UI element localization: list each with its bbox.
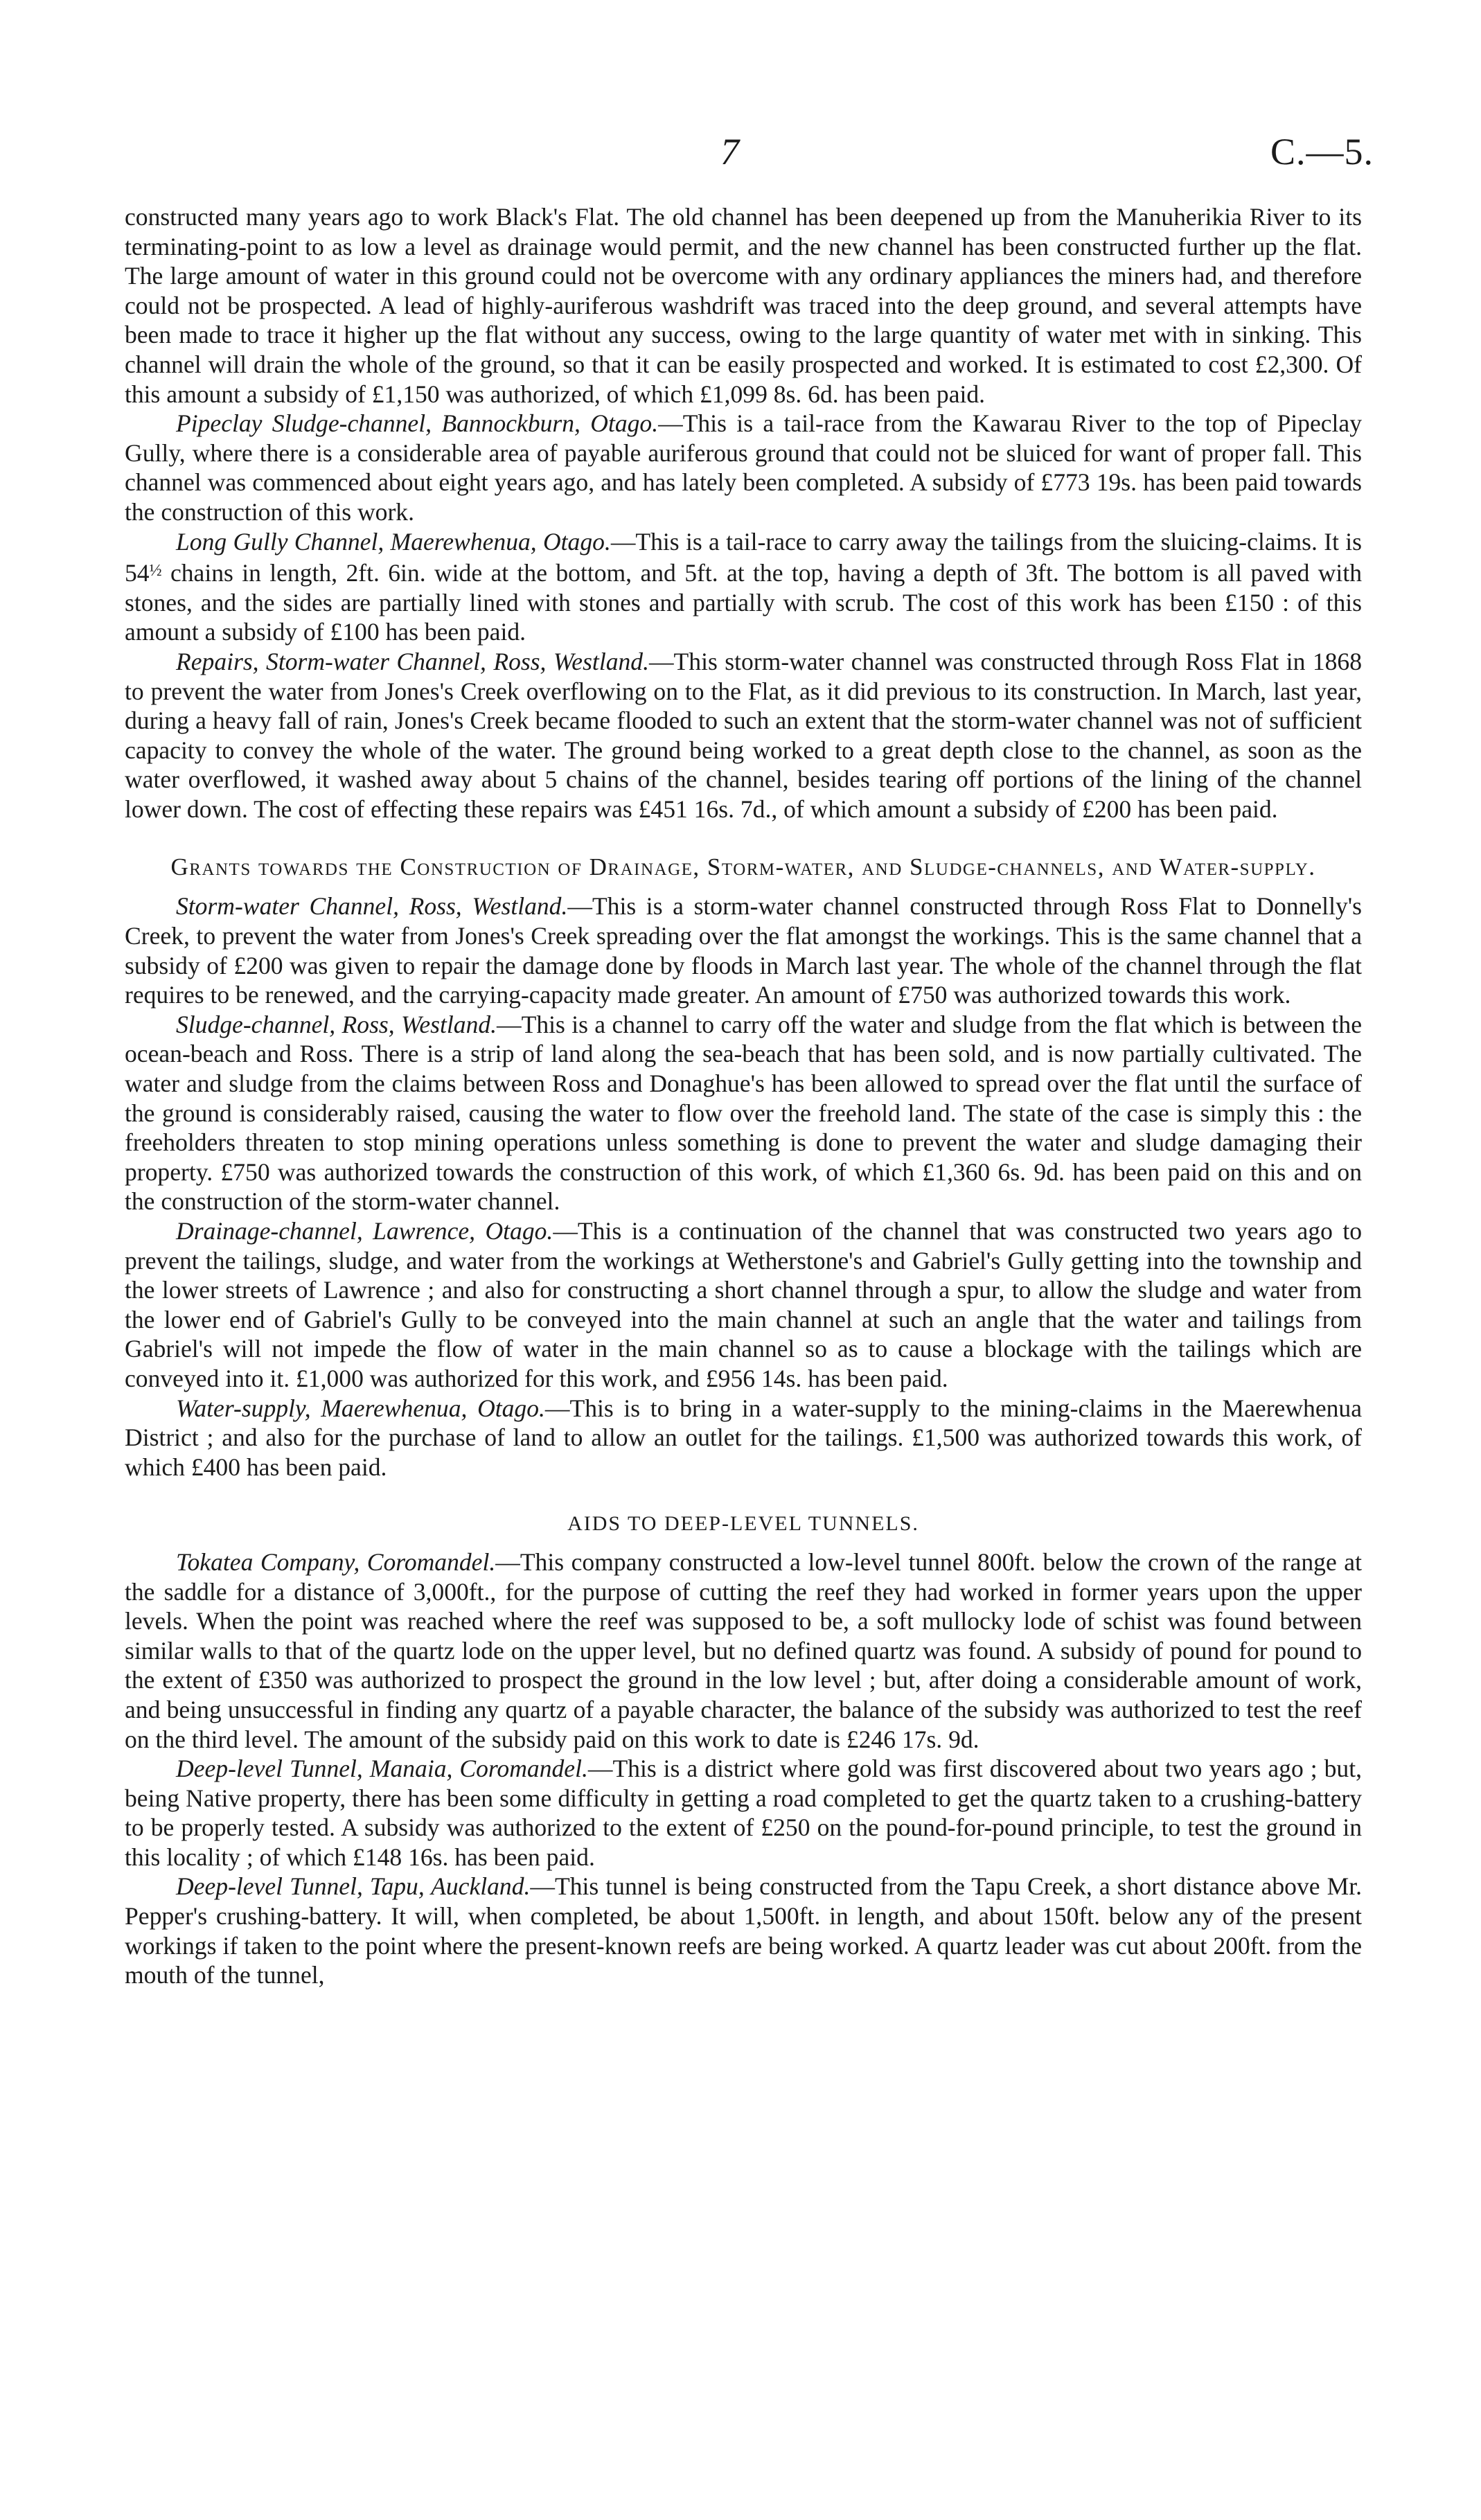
paragraph-text: constructed many years ago to work Black's Flat. The old channel has been deepened up from the Manuherikia River to its terminating-point to as low a level as drainage would permit, and the new channel has been constructed further up the flat. The large amount of water in this ground could not be overcome with any ordinary appliances the miners had, and therefore could not be prospected. A lead of highly-auriferous washdrift was traced into the deep ground, and several attempts have been made to trace it higher up the flat without any success, owing to the large quantity of water met with in sinking. This channel will drain the whole of the ground, so that it can be easily prospected and worked. It is estimated to cost £2,300. Of this amount a subsidy of £1,150 was authorized, of which £1,099 8s. 6d. has been paid. [125,203,1362,408]
document-body [125,202,1362,1990]
paragraph-title: Long Gully Channel, Maerewhenua, Otago. [176,527,611,556]
section-heading-grants: Grants towards the Construction of Drainage, Storm-water, and Sludge-channels, and Water-supply. [170,853,1316,881]
paragraph-title: Storm-water Channel, Ross, Westland. [176,892,568,921]
series-code: C.—5. [1270,131,1374,172]
paragraph-text: —This is a storm-water channel constructed through Ross Flat to Donnelly's Creek, to prevent the water from Jones's Creek spreading over the flat amongst the workings. This is the same channel that a subsidy of £200 was given to repair the damage done by floods in March last year. The whole of the channel through the flat requires to be renewed, and the carrying-capacity made greater. An amount of £750 was authorized towards this work. [125,892,1362,1009]
paragraph-text: —This is a channel to carry off the water and sludge from the flat which is between the ocean-beach and Ross. There is a strip of land along the sea-beach that has been sold, and is now partially cultivated. The water and sludge from the claims between Ross and Donaghue's has been allowed to spread over the flat until the surface of the ground is considerably raised, causing the water to flow over the freehold land. The state of the case is simply this : the freeholders threaten to stop mining operations unless something is done to prevent the water and sludge damaging their property. £750 was authorized towards the construction of this work, of which £1,360 6s. 9d. has been paid on this and on the construction of the storm-water channel. [125,1010,1362,1216]
page-number: 7 [720,131,739,172]
paragraph-title: Water-supply, Maerewhenua, Otago. [176,1394,545,1422]
paragraph-text: —This is a district where gold was first discovered about two years ago ; but, being Native property, there has been some difficulty in getting a road completed to get the quartz taken to a crushing-battery to be properly tested. A subsidy was authorized to the extent of £250 on the pound-for-pound principle, to test the ground in this locality ; of which £148 16s. has been paid. [125,1755,1362,1871]
paragraph-tokatea [125,1547,1362,1754]
paragraph-sludge-ross [125,1010,1362,1216]
paragraph-title: Drainage-channel, Lawrence, Otago. [176,1217,553,1245]
paragraph-title: Deep-level Tunnel, Manaia, Coromandel. [176,1755,588,1783]
paragraph-text: —This company constructed a low-level tunnel 800ft. below the crown of the range at the saddle for a distance of 3,000ft., for the purpose of cutting the reef they had worked in former years upon the upper levels. When the point was reached where the reef was supposed to be, a soft mullocky lode of schist was found between similar walls to that of the quartz lode on the upper level, but no defined quartz was found. A subsidy of pound for pound to the extent of £350 was authorized to prospect the ground in the low level ; but, after doing a considerable amount of work, and being unsuccessful in finding any quartz of a payable character, the balance of the subsidy was authorized to test the reef on the third level. The amount of the subsidy paid on this work to date is £246 17s. 9d. [125,1547,1362,1753]
paragraph-blacks-flat [125,202,1362,409]
paragraph-manaia [125,1754,1362,1872]
paragraph-title: Pipeclay Sludge-channel, Bannockburn, Otago. [176,409,659,438]
paragraph-title: Deep-level Tunnel, Tapu, Auckland. [176,1872,531,1901]
paragraph-repairs-storm-water [125,647,1362,824]
paragraph-text: —This is a tail-race from the Kawarau River to the top of Pipeclay Gully, where there is a considerable area of payable auriferous ground that could not be sluiced for want of proper fall. This channel was commenced about eight years ago, and has lately been completed. A subsidy of £773 19s. has been paid towards the construction of this work. [125,409,1362,526]
paragraph-text: —This storm-water channel was constructed through Ross Flat in 1868 to prevent the water from Jones's Creek overflowing on to the Flat, as it did previous to its construction. In March, last year, during a heavy fall of rain, Jones's Creek became flooded to such an extent that the storm-water channel was not of sufficient capacity to convey the whole of the water. The ground being worked to a great depth close to the channel, as soon as the water overflowed, it washed away about 5 chains of the channel, besides tearing off portions of the lining of the channel lower down. The cost of effecting these repairs was £451 16s. 7d., of which amount a subsidy of £200 has been paid. [125,647,1362,823]
paragraph-title: Tokatea Company, Coromandel. [176,1547,496,1576]
section-heading-tunnels: AIDS TO DEEP-LEVEL TUNNELS. [567,1512,919,1536]
paragraph-title: Sludge-channel, Ross, Westland. [176,1010,497,1038]
paragraph-pipeclay [125,409,1362,526]
paragraph-text-cont: chains in length, 2ft. 6in. wide at the bottom, and 5ft. at the top, having a depth of 3ft. The bottom is all paved with stones, and the sides are partially lined with stones and partially with scrub. The cost of this work has been £150 : of this amount a subsidy of £100 has been paid. [125,559,1362,646]
paragraph-text: —This is to bring in a water-supply to the mining-claims in the Maerewhenua District ; and also for the purchase of land to allow an outlet for the tailings. £1,500 was authorized towards this work, of which £400 has been paid. [125,1394,1362,1481]
paragraph-title: Repairs, Storm-water Channel, Ross, Westland. [176,647,649,675]
paragraph-text: —This is a tail-race to carry away the tailings from the sluicing-claims. It is 54 [125,527,1362,587]
paragraph-text: —This tunnel is being constructed from the Tapu Creek, a short distance above Mr. Pepper's crushing-battery. It will, when completed, be about 1,500ft. in length, and about 150ft. below any of the present workings if taken to the point where the present-known reefs are being worked. A quartz leader was cut about 200ft. from the mouth of the tunnel, [125,1872,1362,1989]
fraction-half: ½ [149,562,162,580]
paragraph-water-supply [125,1394,1362,1482]
paragraph-long-gully [125,527,1362,647]
paragraph-text: —This is a continuation of the channel that was constructed two years ago to prevent the tailings, sludge, and water from the workings at Wetherstone's and Gabriel's Gully getting into the township and the lower streets of Lawrence ; and also for constructing a short channel through a spur, to allow the sludge and water from the lower end of Gabriel's Gully to be conveyed into the main channel at such an angle that the water and tailings from Gabriel's will not impede the flow of water in the main channel so as to cause a blockage with the tailings which are conveyed into it. £1,000 was authorized for this work, and £956 14s. has been paid. [125,1217,1362,1392]
paragraph-drainage-lawrence [125,1216,1362,1394]
paragraph-tapu [125,1872,1362,1989]
paragraph-storm-water-ross [125,891,1362,1009]
